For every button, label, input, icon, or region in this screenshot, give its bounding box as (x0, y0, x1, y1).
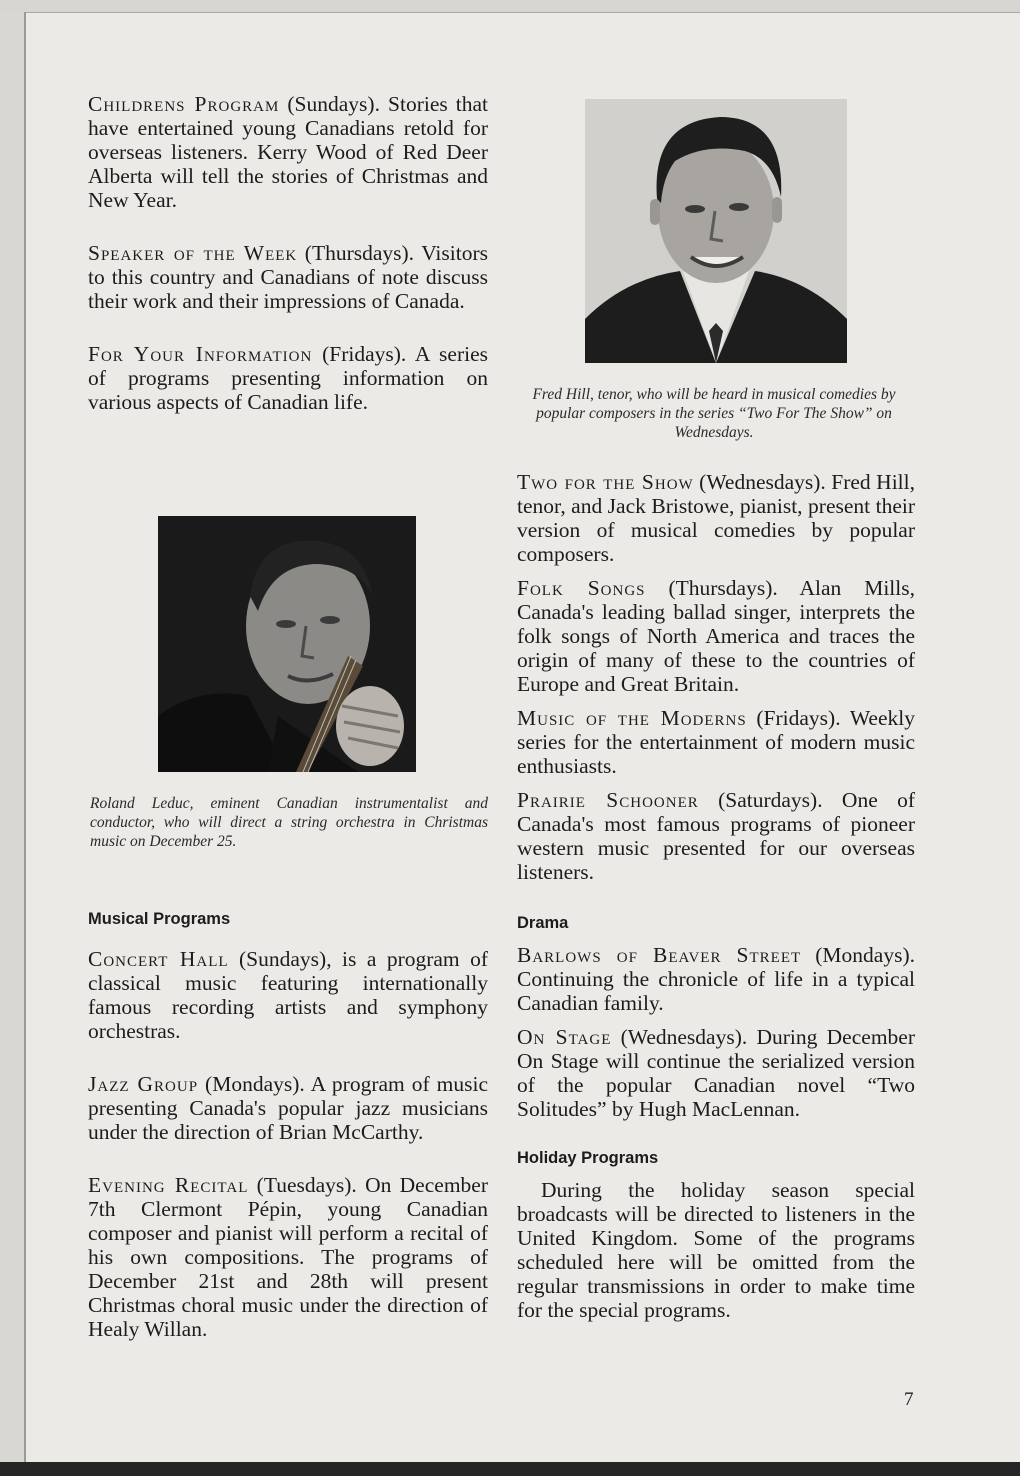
evening-recital-entry (88, 1173, 488, 1341)
left-column-top (88, 92, 488, 414)
entry-day: (Saturdays). (698, 788, 823, 812)
entry-day: (Sundays), (228, 947, 332, 971)
entry-title: Music of the Moderns (517, 706, 747, 730)
entry-day: (Fridays). (746, 706, 841, 730)
leduc-caption: Roland Leduc, eminent Canadian instrumentalist and conductor, who will direct a string orchestra in Christmas music on December 25. (90, 795, 488, 850)
drama-heading: Drama (517, 914, 569, 932)
prairie-schooner-entry (517, 788, 915, 884)
entry-day: (Wednesdays). (611, 1025, 748, 1049)
for-your-information-entry (88, 342, 488, 414)
entry-body: A program of music presenting Canada's popular jazz musicians under the direction of Brian McCarthy. (88, 1072, 488, 1144)
left-column-bottom (88, 910, 488, 1341)
right-column (517, 470, 915, 1322)
entry-title: For Your Information (88, 342, 313, 366)
entry-title: Barlows of Beaver Street (517, 943, 802, 967)
entry-title: Two for the Show (517, 470, 694, 494)
entry-body: On December 7th Clermont Pépin, young Canadian composer and pianist will perform a recital of his own compositions. The programs of December 21st and 28th will present Christmas choral music under the direction of Healy Willan. (88, 1173, 488, 1341)
page-edge-top (0, 0, 1020, 13)
entry-body: During December On Stage will continue the serialized version of the popular Canadian novel “Two Solitudes” by Hugh MacLennan. (517, 1025, 915, 1121)
barlows-entry (517, 943, 915, 1015)
entry-body: Fred Hill, tenor, and Jack Bristowe, pianist, present their version of musical comedies by popular composers. (517, 470, 915, 566)
entry-title: Evening Recital (88, 1173, 249, 1197)
jazz-group-entry (88, 1072, 488, 1144)
entry-title: On Stage (517, 1025, 612, 1049)
page-number: 7 (904, 1389, 914, 1410)
on-stage-entry (517, 1025, 915, 1121)
musical-programs-heading: Musical Programs (88, 910, 231, 928)
holiday-programs-heading: Holiday Programs (517, 1149, 659, 1167)
speaker-of-week-entry (88, 241, 488, 313)
entry-body: Visitors to this country and Canadians of note discuss their work and their impressions of Canada. (88, 241, 488, 313)
entry-day: (Wednesdays). (693, 470, 826, 494)
roland-leduc-photo (158, 516, 416, 772)
entry-body: A series of programs presenting information on various aspects of Canadian life. (88, 342, 488, 414)
entry-day: (Sundays). (279, 92, 380, 116)
entry-title: Speaker of the Week (88, 241, 298, 265)
entry-body: Weekly series for the entertainment of modern music enthusiasts. (517, 706, 915, 778)
entry-day: (Thursdays). (645, 576, 778, 600)
entry-title: Jazz Group (88, 1072, 199, 1096)
hill-caption: Fred Hill, tenor, who will be heard in musical comedies by popular composers in the series “Two For The Show” on Wednesdays. (532, 386, 896, 441)
holiday-programs-body: During the holiday season special broadcasts will be directed to listeners in the United Kingdom. Some of the programs scheduled here will be omitted from the regular transmissions in order to make time for the special programs. (517, 1178, 915, 1322)
childrens-program-entry (88, 92, 488, 212)
entry-day: (Mondays). (801, 943, 915, 967)
entry-body: is a program of classical music featuring internationally famous recording artists and symphony orchestras. (88, 947, 489, 1043)
entry-title: Prairie Schooner (517, 788, 699, 812)
fred-hill-photo (585, 99, 847, 363)
binding-edge (0, 12, 26, 1462)
entry-title: Childrens Program (88, 92, 280, 116)
two-for-the-show-entry (517, 470, 915, 566)
entry-title: Folk Songs (517, 576, 646, 600)
entry-body: Alan Mills, Canada's leading ballad singer, interprets the folk songs of North America and traces the origin of many of these to the countries of Europe and Great Britain. (517, 576, 915, 696)
concert-hall-entry (88, 947, 488, 1043)
entry-day: (Tuesdays). (248, 1173, 357, 1197)
entry-body: Continuing the chronicle of life in a typical Canadian family. (517, 967, 915, 1015)
entry-title: Concert Hall (88, 947, 229, 971)
entry-day: (Fridays). (312, 342, 407, 366)
music-of-the-moderns-entry (517, 706, 915, 778)
entry-body: Stories that have entertained young Canadians retold for overseas listeners. Kerry Wood of Red Deer Alberta will tell the stories of Christmas and New Year. (88, 92, 489, 212)
entry-body: One of Canada's most famous programs of pioneer western music presented for our overseas listeners. (517, 788, 915, 884)
page-edge-bottom (0, 1462, 1020, 1476)
entry-day: (Thursdays). (297, 241, 415, 265)
entry-day: (Mondays). (198, 1072, 305, 1096)
folk-songs-entry (517, 576, 915, 696)
